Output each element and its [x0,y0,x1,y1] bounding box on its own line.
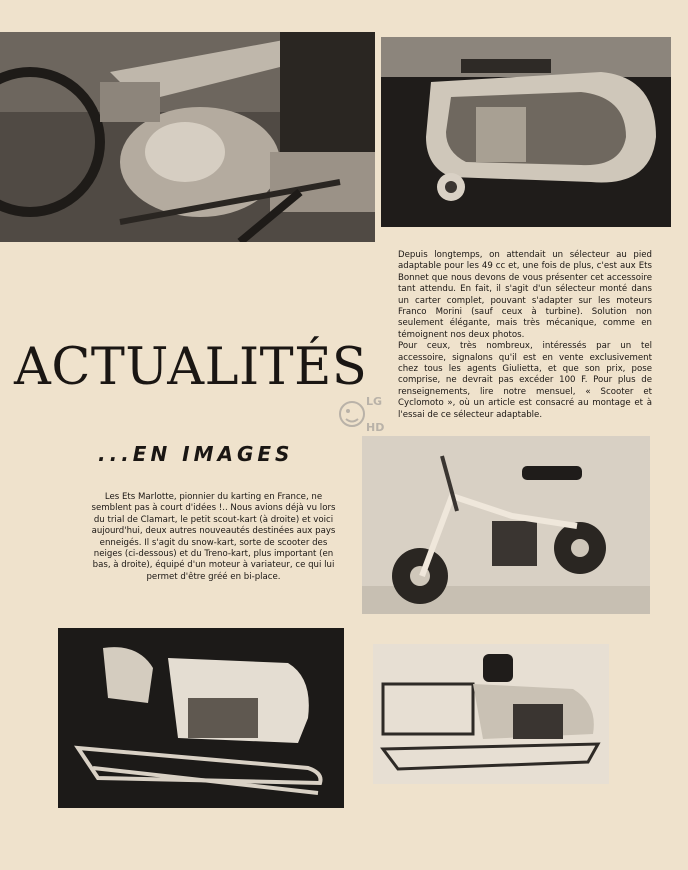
page-subtitle: ...EN IMAGES [98,442,294,466]
scout-kart-illustration [362,436,650,614]
karts-paragraph-1: Les Ets Marlotte, pionnier du karting en France, ne semblent pas à court d'idées !.. Nous avions déjà vu lors du trial de Clamart, le petit scout-kart (à droite) et voici aujourd'hui, deux autres nouveautés destinées aux pays enneigés. Il s'agit du snow-kart, sorte de scooter des neiges (ci-dessous) et du Treno-kart, plus important (en bas, à droite), équipé d'un moteur à variateur, ce qui lui permet d'être gréé en bi-place. [91,492,336,582]
photo-selector-carter [381,37,671,227]
selector-paragraph-2: Pour ceux, très nombreux, intéressés par un tel accessoire, signalons qu'il est en vente exclusivement chez tous les agents Giulietta, et que son prix, pose comprise, ne devrait pas excéder 100 F. Pour plus de renseignements, lire notre mensuel, « Scooter et Cyclomoto », où un article est consacré au montage et à l'essai de ce sélecteur adaptable. [398,341,652,420]
snow-kart-illustration [58,628,344,808]
moped-engine-illustration [0,32,375,242]
watermark-text-bottom: HD [366,421,385,434]
page-title: ACTUALITÉS [14,338,368,397]
treno-kart-illustration [373,644,609,784]
watermark-text-top: LG [366,395,383,408]
photo-snow-kart [58,628,344,808]
watermark-logo [338,392,386,440]
photo-scout-kart [362,436,650,614]
article-text-selector [398,250,652,421]
selector-paragraph-1: Depuis longtemps, on attendait un sélecteur au pied adaptable pour les 49 cc et, une fois de plus, c'est aux Ets Bonnet que nous devons de vous présenter cet accessoire tant attendu. En fait, il s'agit d'un sélecteur monté dans un carter complet, pouvant s'adapter sur les moteurs Franco Morini (sauf ceux à turbine). Solution non seulement élégante, mais très mécanique, comme en témoignent nos deux photos. [398,250,652,340]
photo-moped-engine [0,32,375,242]
selector-carter-illustration [381,37,671,227]
photo-treno-kart [373,644,609,784]
article-text-karts [86,492,341,583]
